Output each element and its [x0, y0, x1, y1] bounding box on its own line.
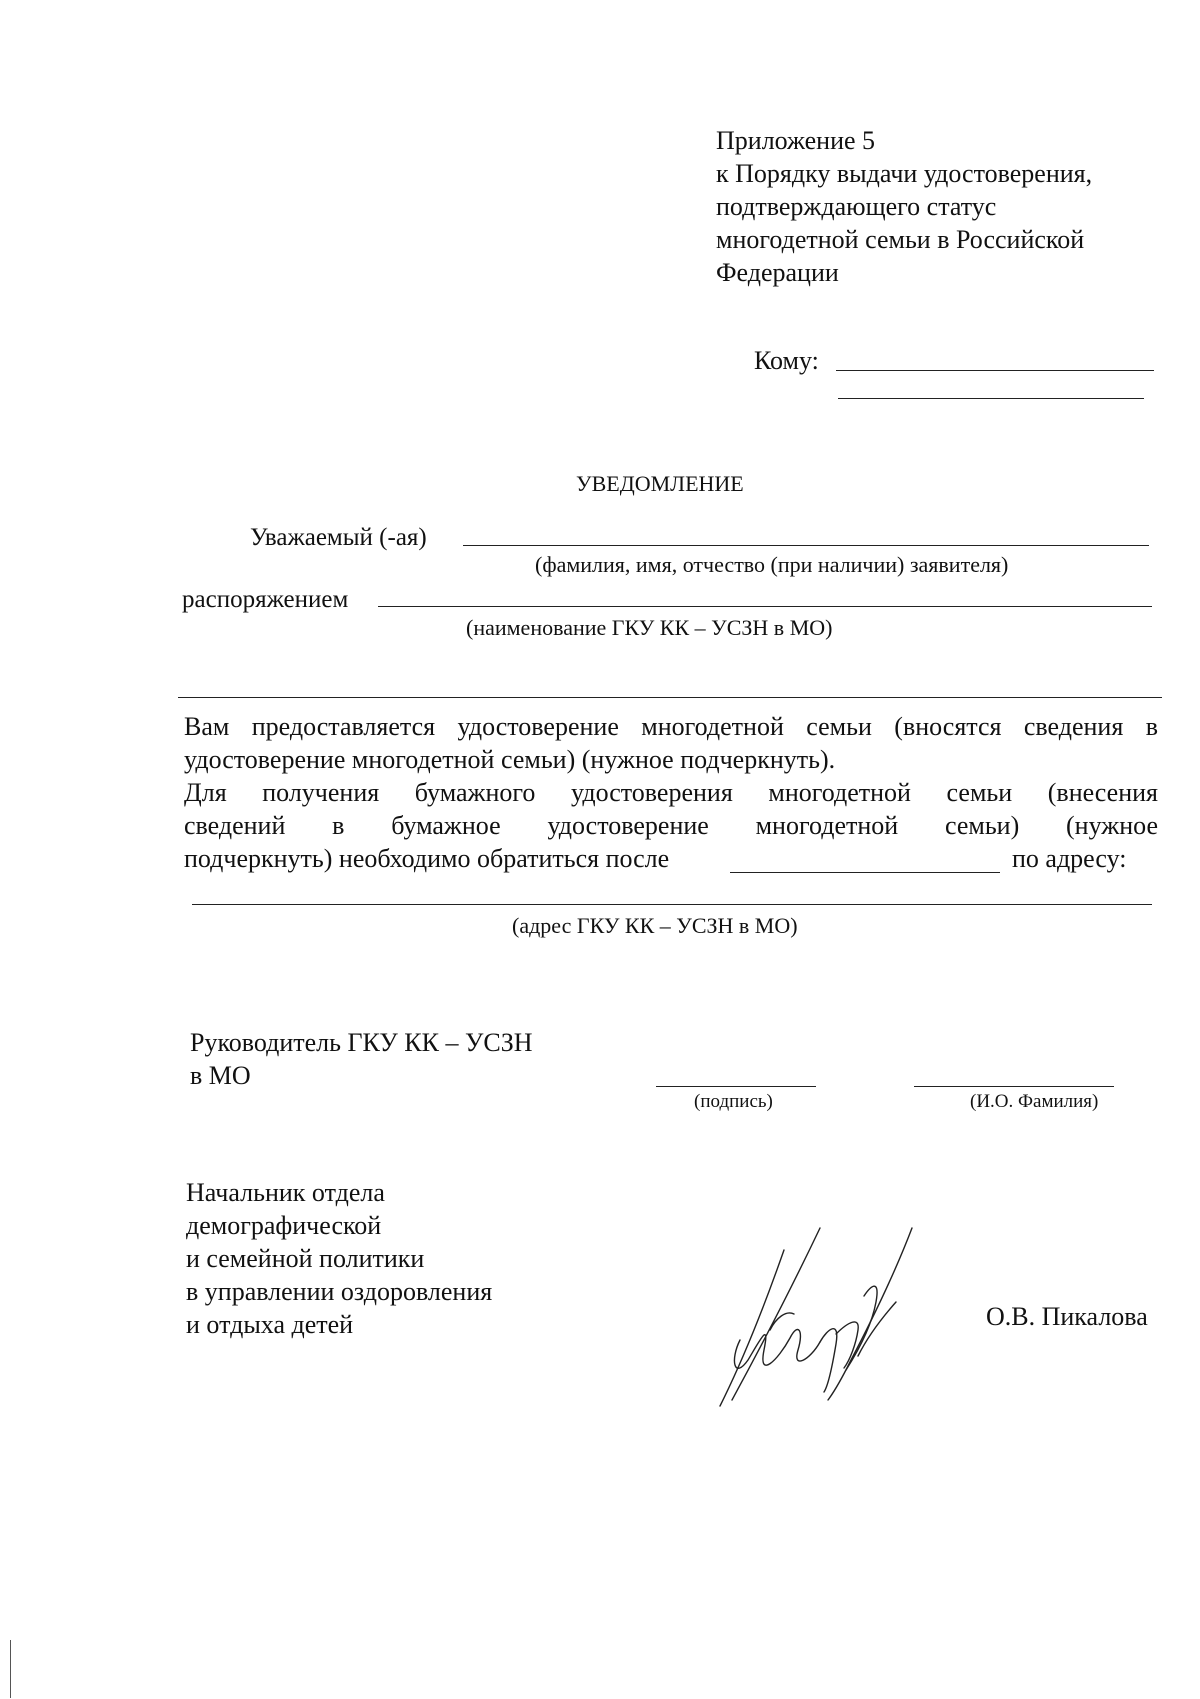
applicant-name-blank[interactable]: [463, 545, 1149, 546]
signatory-name: О.В. Пикалова: [986, 1302, 1148, 1331]
address-caption: (адрес ГКУ КК – УСЗН в МО): [512, 913, 798, 938]
body-line-after-date: подчеркнуть) необходимо обратиться после: [184, 844, 670, 873]
body-line-address-label: по адресу:: [1012, 844, 1127, 873]
order-caption: (наименование ГКУ КК – УСЗН в МО): [466, 615, 833, 640]
handwritten-signature: [700, 1210, 940, 1410]
body-line: сведений в бумажное удостоверение многодетной семьи) (нужное: [184, 811, 1158, 840]
appendix-block: [716, 124, 1092, 289]
appendix-line: Федерации: [716, 258, 839, 287]
recipient-blank-line-2[interactable]: [838, 398, 1144, 399]
applicant-name-caption: (фамилия, имя, отчество (при наличии) заявителя): [535, 552, 1009, 577]
body-line: Для получения бумажного удостоверения многодетной семьи (внесения: [184, 778, 1158, 807]
head-title-line: в МО: [190, 1061, 251, 1090]
appendix-line: многодетной семьи в Российской: [716, 225, 1085, 254]
department-line: и отдыха детей: [186, 1310, 354, 1339]
recipient-blank-line[interactable]: [836, 370, 1154, 371]
name-caption: (И.О. Фамилия): [970, 1091, 1099, 1112]
order-label: распоряжением: [182, 586, 349, 613]
signature-blank[interactable]: [656, 1086, 816, 1087]
recipient-label: Кому:: [754, 346, 819, 375]
head-title-block: [190, 1026, 533, 1092]
department-head-block: [186, 1176, 492, 1341]
head-title-line: Руководитель ГКУ КК – УСЗН: [190, 1028, 533, 1057]
body-paragraph: [184, 710, 1158, 842]
greeting-label: Уважаемый (-ая): [250, 524, 427, 551]
date-blank[interactable]: [730, 872, 1000, 873]
document-title: УВЕДОМЛЕНИЕ: [576, 471, 744, 496]
department-line: Начальник отдела: [186, 1178, 385, 1207]
order-continuation-blank[interactable]: [178, 697, 1162, 698]
department-line: и семейной политики: [186, 1244, 425, 1273]
name-blank[interactable]: [914, 1086, 1114, 1087]
order-blank[interactable]: [378, 606, 1152, 607]
department-line: демографической: [186, 1211, 382, 1240]
appendix-line: к Порядку выдачи удостоверения,: [716, 159, 1093, 188]
appendix-line: подтверждающего статус: [716, 192, 997, 221]
signature-caption: (подпись): [694, 1091, 773, 1112]
body-line: удостоверение многодетной семьи) (нужное подчеркнуть).: [184, 745, 836, 774]
department-line: в управлении оздоровления: [186, 1277, 493, 1306]
address-blank[interactable]: [192, 904, 1152, 905]
scan-edge-mark: [10, 1640, 11, 1698]
body-line: Вам предоставляется удостоверение многодетной семьи (вносятся сведения в: [184, 712, 1158, 741]
appendix-line: Приложение 5: [716, 126, 876, 155]
